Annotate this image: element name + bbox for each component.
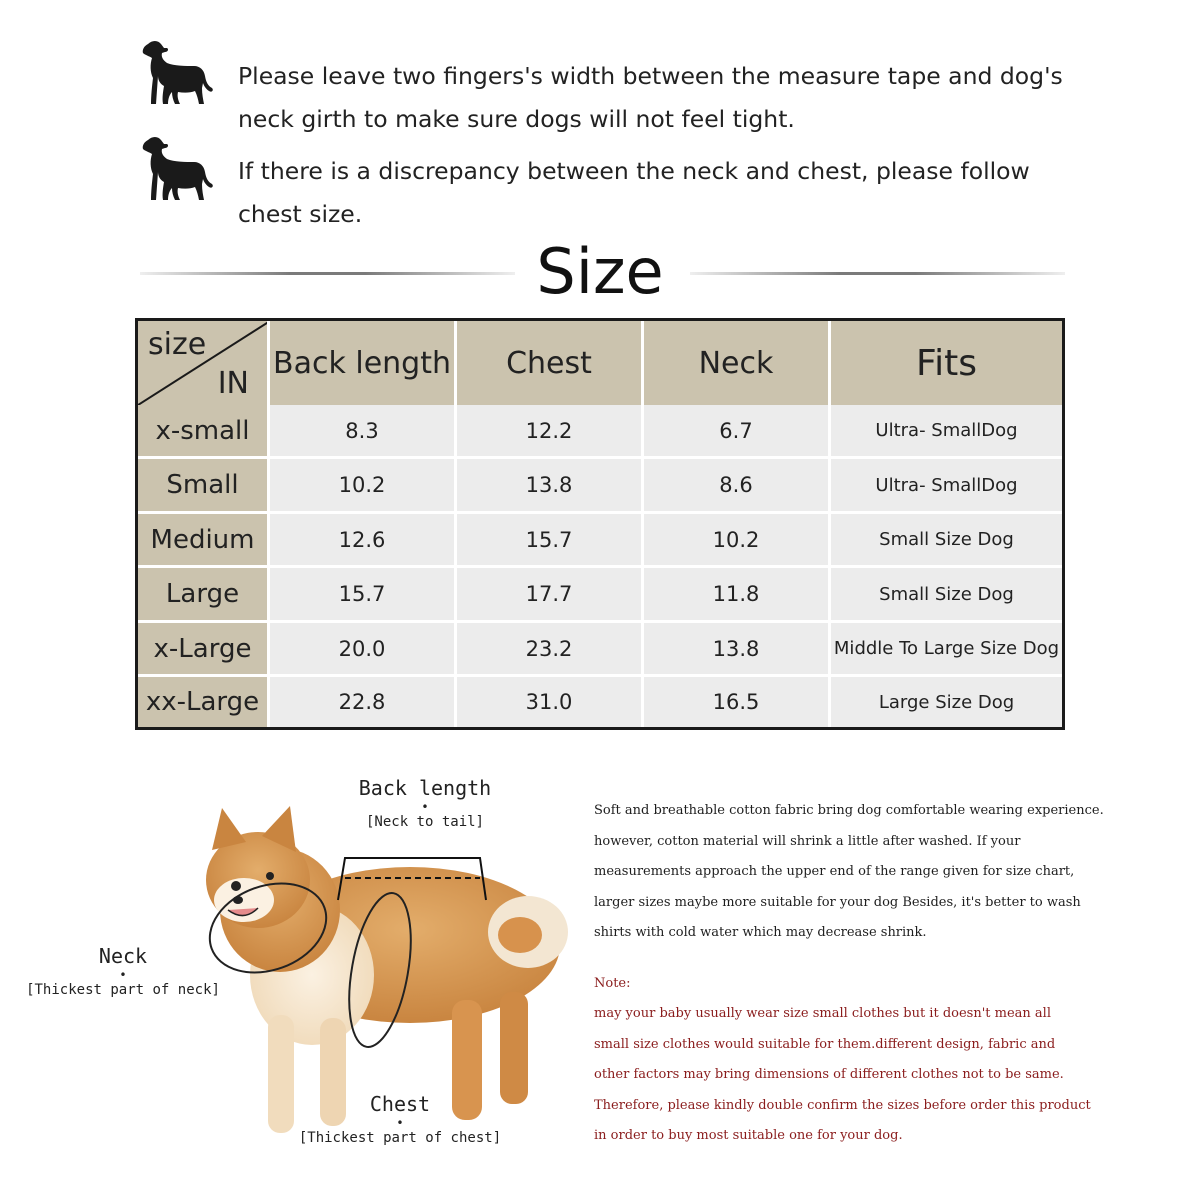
back-length-note: [Neck to tail] xyxy=(365,814,484,830)
notes-line: shirts with cold water which may decrease shrink. xyxy=(594,925,927,940)
dog-silhouette-icon xyxy=(134,36,216,108)
neck-cell: 8.6 xyxy=(644,459,831,513)
corner-header-cell xyxy=(138,321,270,405)
chest-cell: 12.2 xyxy=(457,405,644,459)
size-cell: x-small xyxy=(138,405,270,459)
back-length-cell: 20.0 xyxy=(270,623,457,677)
note-label: Note: xyxy=(594,975,631,991)
header-fits: Fits xyxy=(831,321,1062,405)
tip-text-1: Please leave two fingers's width between the measure tape and dog's neck girth to make sure dogs will not feel tight. xyxy=(238,62,1063,133)
table-header-row xyxy=(138,321,1062,405)
note-line: may your baby usually wear size small clothes but it doesn't mean all xyxy=(594,1006,1051,1021)
back-length-cell: 22.8 xyxy=(270,677,457,727)
neck-title: Neck xyxy=(98,944,148,968)
size-cell: Large xyxy=(138,568,270,622)
note-line: in order to buy most suitable one for your dog. xyxy=(594,1128,903,1143)
neck-cell: 13.8 xyxy=(644,623,831,677)
back-length-cell: 15.7 xyxy=(270,568,457,622)
table-row xyxy=(138,623,1062,677)
fits-cell: Middle To Large Size Dog xyxy=(831,623,1062,677)
fits-cell: Small Size Dog xyxy=(831,514,1062,568)
neck-cell: 11.8 xyxy=(644,568,831,622)
size-cell: xx-Large xyxy=(138,677,270,727)
heading-divider-left xyxy=(140,272,515,275)
back-length-cell: 12.6 xyxy=(270,514,457,568)
notes-line: measurements approach the upper end of the range given for size chart, xyxy=(594,864,1075,879)
chest-note: [Thickest part of chest] xyxy=(298,1130,502,1146)
heading-divider-right xyxy=(690,272,1065,275)
size-chart-table xyxy=(135,318,1065,730)
chest-cell: 13.8 xyxy=(457,459,644,513)
back-length-label xyxy=(340,776,510,830)
neck-note: [Thickest part of neck] xyxy=(26,982,220,998)
chest-cell: 31.0 xyxy=(457,677,644,727)
corner-label-unit: IN xyxy=(217,366,249,401)
size-cell: x-Large xyxy=(138,623,270,677)
note-line: Therefore, please kindly double confirm the sizes before order this product xyxy=(594,1097,1091,1113)
size-cell: Medium xyxy=(138,514,270,568)
note-line: other factors may bring dimensions of different clothes not to be same. xyxy=(594,1067,1064,1082)
back-length-cell: 10.2 xyxy=(270,459,457,513)
note-line: small size clothes would suitable for them.different design, fabric and xyxy=(594,1036,1056,1052)
fits-cell: Ultra- SmallDog xyxy=(831,405,1062,459)
back-length-dot: • xyxy=(421,800,429,814)
back-length-title: Back length xyxy=(358,776,492,800)
neck-cell: 10.2 xyxy=(644,514,831,568)
header-chest: Chest xyxy=(457,321,644,405)
notes-line: however, cotton material will shrink a little after washed. If your xyxy=(594,833,1021,849)
fits-cell: Large Size Dog xyxy=(831,677,1062,727)
neck-dot: • xyxy=(119,968,127,982)
neck-cell: 16.5 xyxy=(644,677,831,727)
back-length-cell: 8.3 xyxy=(270,405,457,459)
table-row xyxy=(138,677,1062,727)
table-row xyxy=(138,405,1062,459)
fits-cell: Small Size Dog xyxy=(831,568,1062,622)
chest-dot: • xyxy=(396,1116,404,1130)
chest-title: Chest xyxy=(369,1092,431,1116)
chest-cell: 17.7 xyxy=(457,568,644,622)
neck-cell: 6.7 xyxy=(644,405,831,459)
measurement-diagram xyxy=(0,760,590,1200)
tip-text-2: If there is a discrepancy between the neck and chest, please follow chest size. xyxy=(238,157,1030,228)
table-row xyxy=(138,459,1062,513)
header-neck: Neck xyxy=(644,321,831,405)
dog-silhouette-icon xyxy=(134,132,216,204)
table-row xyxy=(138,568,1062,622)
header-back-length: Back length xyxy=(270,321,457,405)
notes-line: Soft and breathable cotton fabric bring dog comfortable wearing experience. xyxy=(594,803,1104,818)
table-row xyxy=(138,514,1062,568)
notes-line: larger sizes maybe more suitable for your dog Besides, it's better to wash xyxy=(594,894,1081,910)
care-notes xyxy=(594,796,1184,1152)
chest-label xyxy=(290,1092,510,1146)
size-title: Size xyxy=(536,235,664,308)
chest-cell: 23.2 xyxy=(457,623,644,677)
fits-cell: Ultra- SmallDog xyxy=(831,459,1062,513)
neck-label xyxy=(18,944,228,998)
size-cell: Small xyxy=(138,459,270,513)
corner-label-size: size xyxy=(148,327,207,362)
chest-cell: 15.7 xyxy=(457,514,644,568)
